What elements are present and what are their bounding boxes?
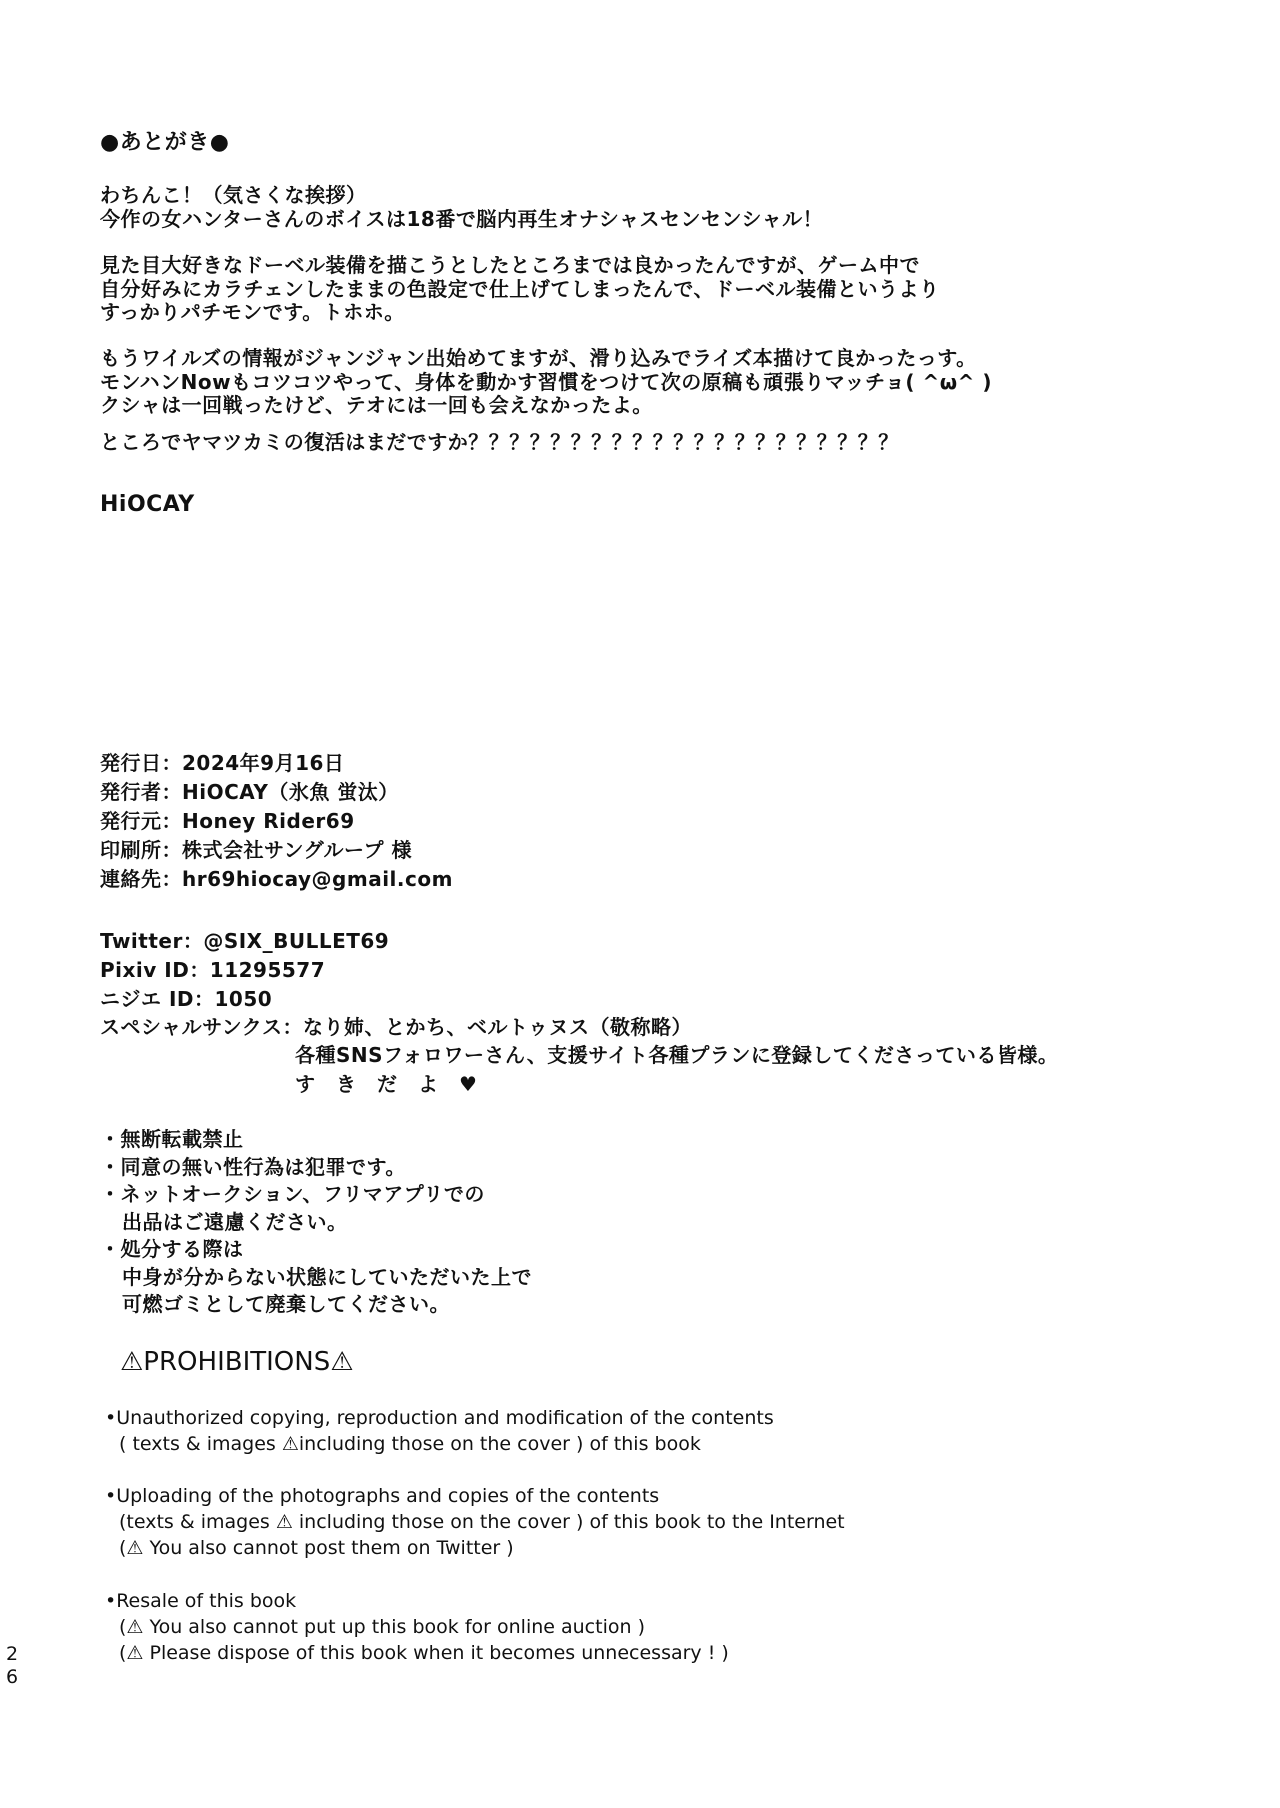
- text-line: ( texts & images ⚠including those on the cover ) of this book: [119, 1433, 701, 1455]
- notice-item: ・無断転載禁止: [100, 1127, 244, 1151]
- prohibition-item-uploading: [105, 1483, 845, 1561]
- yamatsukami-line: ところでヤマツカミの復活はまだですか？？？？？？？？？？？？？？？？？？？？？: [100, 430, 899, 454]
- wilds-paragraph: [100, 347, 992, 418]
- printer: 印刷所：株式会社サングループ 様: [100, 838, 412, 862]
- prohibition-item-copying: [105, 1405, 774, 1457]
- special-thanks-heart: す き だ よ ♥: [295, 1072, 478, 1096]
- greeting-paragraph: [100, 184, 823, 231]
- contact-email: 連絡先：hr69hiocay@gmail.com: [100, 867, 453, 891]
- notice-item-continuation: 中身が分からない状態にしていただいた上で: [122, 1264, 532, 1289]
- nijie-id: ニジエ ID：1050: [100, 987, 273, 1011]
- special-thanks: スペシャルサンクス：なり姉、とかち、ベルトゥヌス（敬称略）: [100, 1015, 692, 1039]
- twitter-handle: Twitter：@SIX_BULLET69: [100, 929, 390, 953]
- text-line: •Resale of this book: [105, 1590, 297, 1612]
- pixiv-id: Pixiv ID：11295577: [100, 958, 326, 982]
- text-line: モンハンNowもコツコツやって、身体を動かす習慣をつけて次の原稿も頑張りマッチョ( ^ω^ ): [100, 369, 992, 394]
- text-line: もうワイルズの情報がジャンジャン出始めてますが、滑り込みでライズ本描けて良かったっす。: [100, 346, 977, 370]
- text-line: (texts & images ⚠ including those on the cover ) of this book to the Internet: [119, 1511, 845, 1533]
- author-signature: HiOCAY: [100, 492, 195, 517]
- publish-date: 発行日：2024年9月16日: [100, 751, 345, 775]
- text-line: 自分好みにカラチェンしたままの色設定で仕上げてしまったんで、ドーベル装備というより: [100, 276, 940, 301]
- colophon: [100, 749, 453, 894]
- text-line: (⚠ You also cannot put up this book for online auction ): [119, 1616, 645, 1638]
- text-line: •Uploading of the photographs and copies of the contents: [105, 1485, 660, 1507]
- notice-item: ・同意の無い性行為は犯罪です。: [100, 1154, 406, 1179]
- text-line: 見た目大好きなドーベル装備を描こうとしたところまでは良かったんですが、ゲーム中で: [100, 253, 920, 277]
- accounts-block: [100, 927, 1058, 1098]
- text-line: クシャは一回戦ったけど、テオには一回も会えなかったよ。: [100, 393, 653, 417]
- text-line: わちんこ！（気さくな挨拶）: [100, 183, 367, 207]
- prohibitions-heading: ⚠PROHIBITIONS⚠: [120, 1347, 354, 1377]
- afterword-title: ●あとがき●: [100, 130, 230, 155]
- notices-list: [100, 1126, 532, 1319]
- text-line: 今作の女ハンターさんのボイスは18番で脳内再生オナシャスセンセンシャル！: [100, 206, 824, 231]
- text-line: •Unauthorized copying, reproduction and modification of the contents: [105, 1407, 774, 1429]
- notice-item: ・ネットオークション、フリマアプリでの: [100, 1182, 485, 1206]
- notice-item-continuation: 出品はご遠慮ください。: [122, 1209, 348, 1234]
- text-line: すっかりパチモンです。トホホ。: [100, 300, 405, 324]
- dober-paragraph: [100, 254, 940, 325]
- notice-item-continuation: 可燃ゴミとして廃棄してください。: [122, 1292, 450, 1316]
- publisher: 発行者：HiOCAY（氷魚 蛍汰）: [100, 780, 399, 804]
- notice-item: ・処分する際は: [100, 1237, 244, 1261]
- page-number: 26: [1, 1643, 23, 1689]
- prohibition-item-resale: [105, 1588, 729, 1666]
- special-thanks-followers: 各種SNSフォロワーさん、支援サイト各種プランに登録してくださっている皆様。: [295, 1043, 1059, 1067]
- text-line: (⚠ You also cannot post them on Twitter ): [119, 1537, 514, 1559]
- text-line: (⚠ Please dispose of this book when it becomes unnecessary ! ): [119, 1642, 729, 1664]
- circle-name: 発行元：Honey Rider69: [100, 809, 355, 833]
